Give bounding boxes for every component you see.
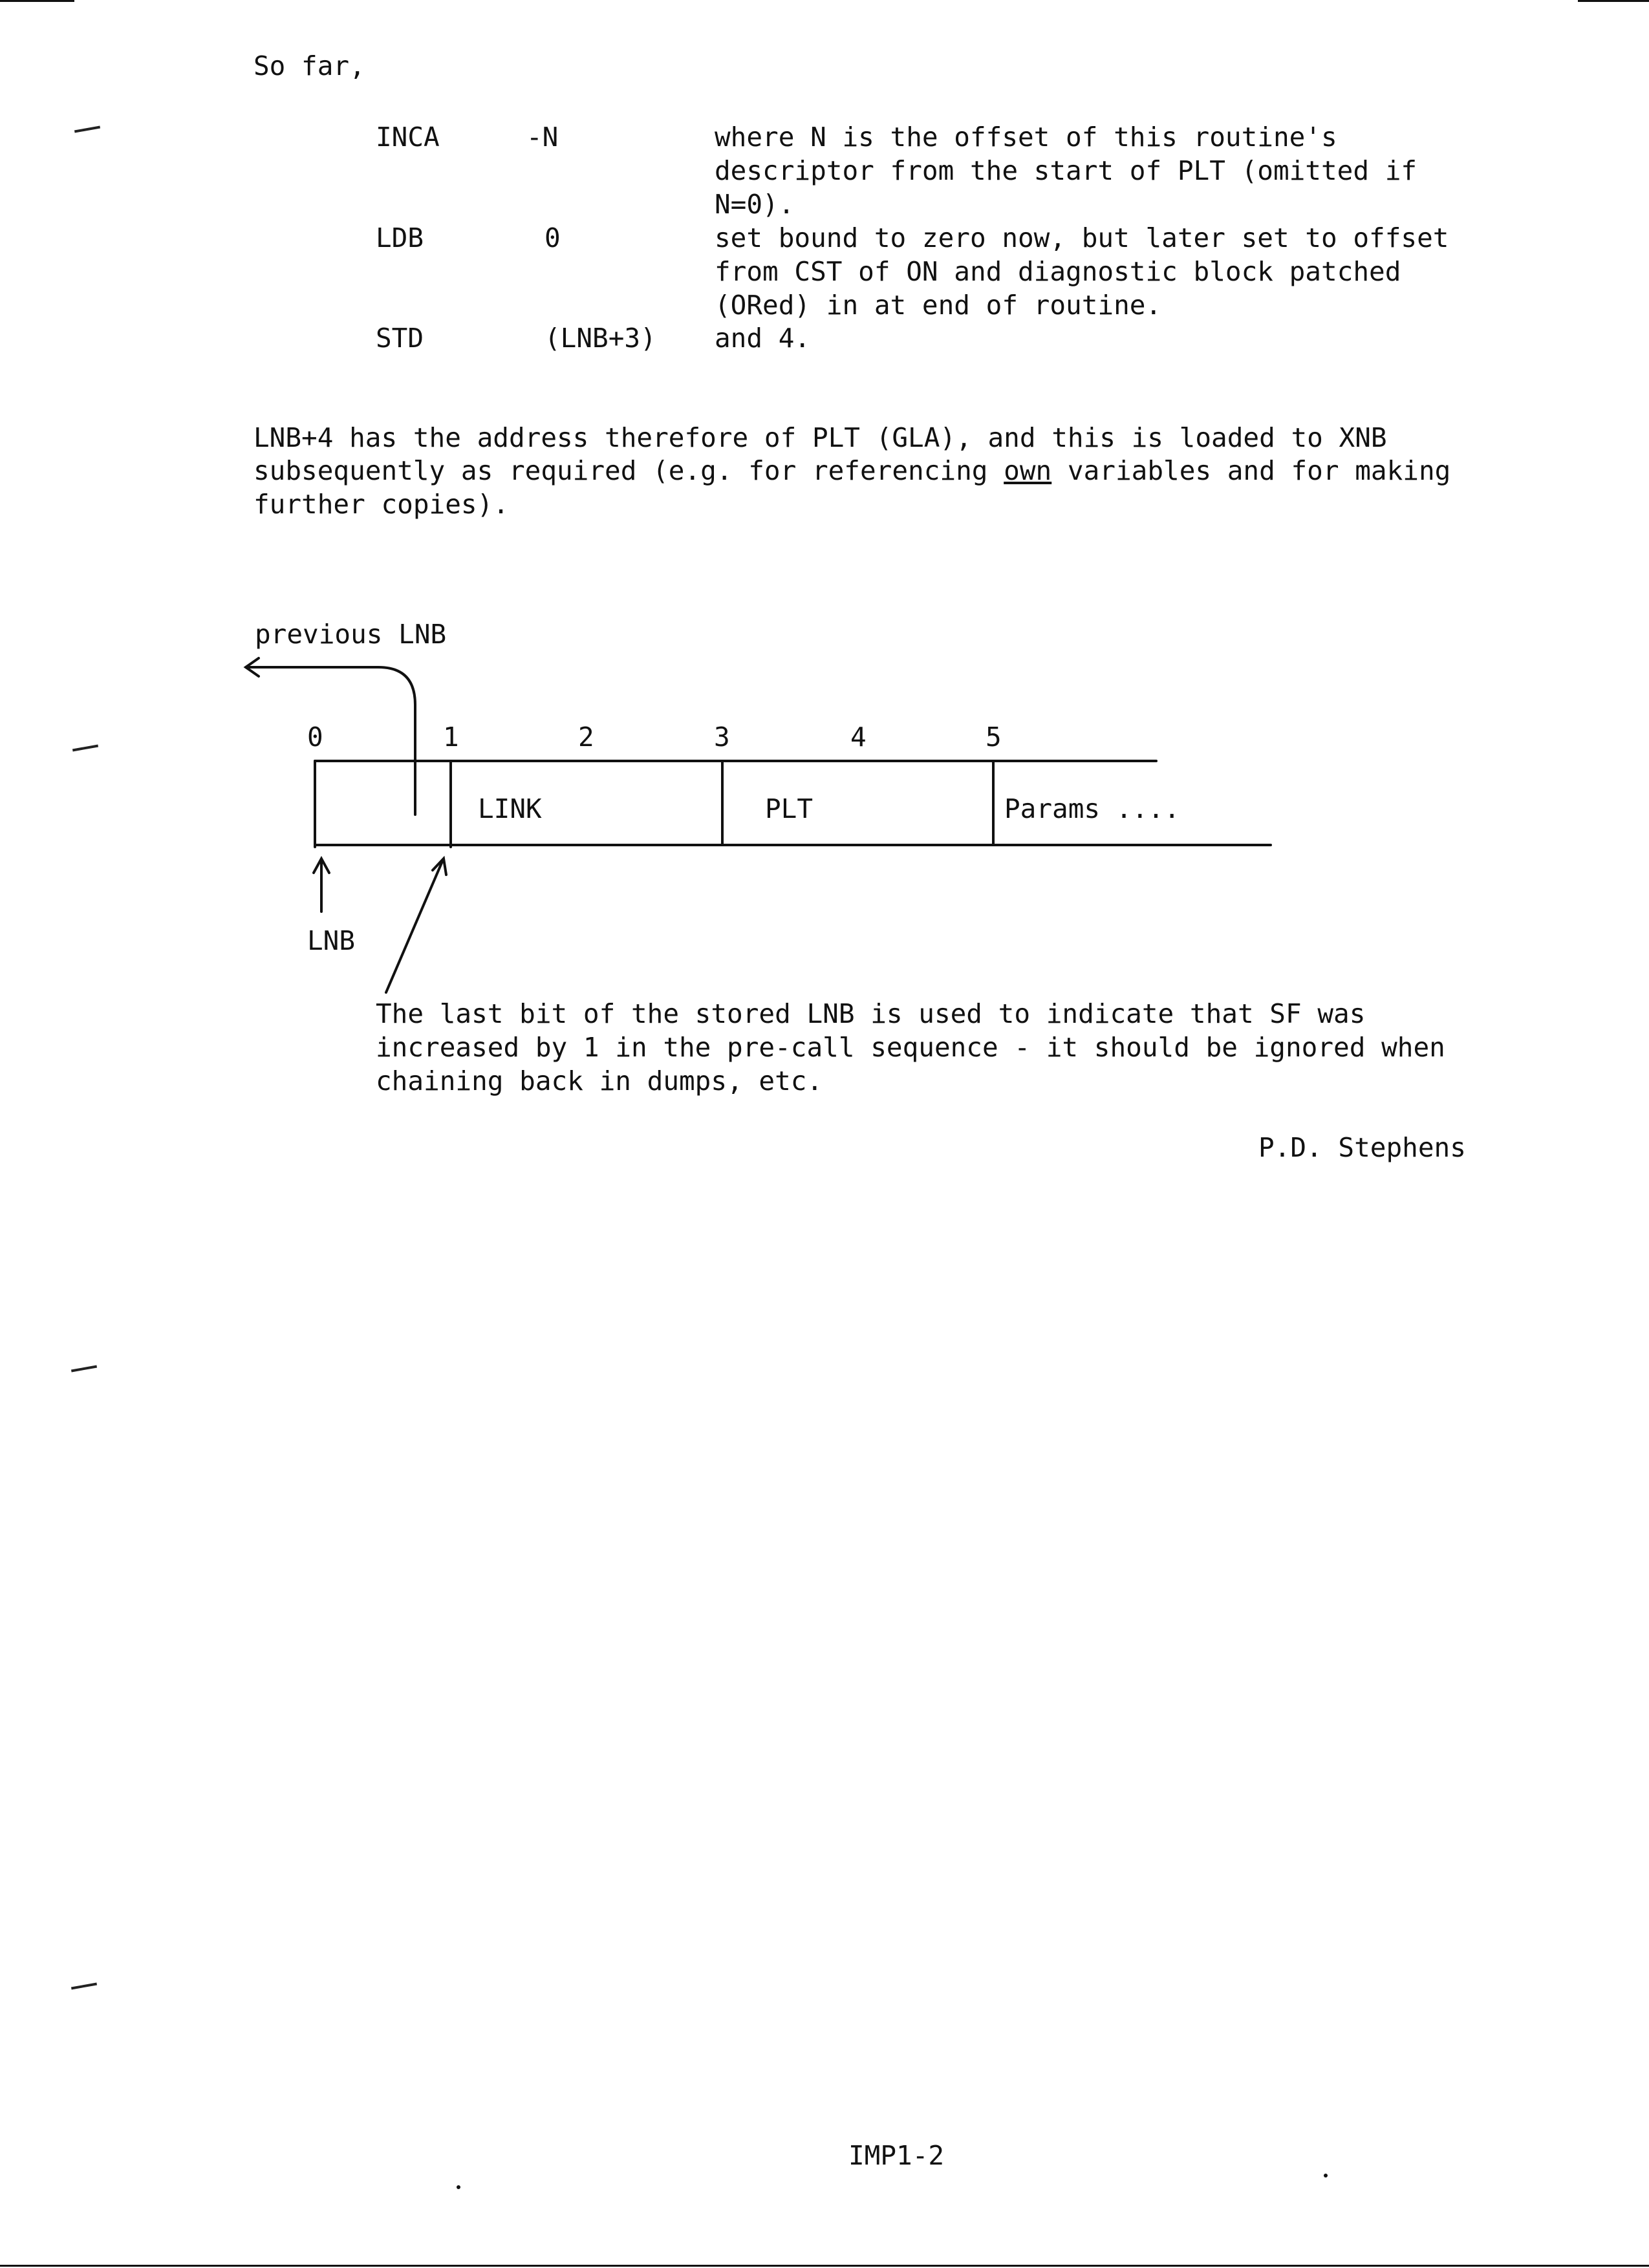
instruction-arg: 0 bbox=[544, 222, 561, 253]
previous-lnb-label: previous LNB bbox=[255, 619, 447, 650]
frame-index: 5 bbox=[986, 722, 1002, 753]
underlined-word: own bbox=[1004, 455, 1052, 486]
instruction-arg: -N bbox=[526, 122, 559, 153]
instruction-op: LDB bbox=[376, 222, 424, 253]
instruction-desc-line: from CST of ON and diagnostic block patched bbox=[715, 256, 1401, 287]
paragraph-line: LNB+4 has the address therefore of PLT (GLA), and this is loaded to XNB bbox=[253, 422, 1387, 453]
note-line: increased by 1 in the pre-call sequence - it should be ignored when bbox=[376, 1032, 1445, 1063]
frame-index: 2 bbox=[578, 722, 594, 753]
paragraph-text: variables and for making bbox=[1051, 455, 1451, 486]
margin-mark bbox=[71, 1365, 97, 1373]
instruction-desc-line: N=0). bbox=[715, 189, 795, 220]
note-line: chaining back in dumps, etc. bbox=[376, 1065, 823, 1097]
instruction-desc-line: and 4. bbox=[715, 323, 811, 354]
instruction-desc-line: set bound to zero now, but later set to offset bbox=[715, 222, 1449, 253]
frame-index: 0 bbox=[307, 722, 323, 753]
scan-speck bbox=[457, 2185, 460, 2189]
frame-index: 4 bbox=[850, 722, 867, 753]
lnb-pointer-label: LNB bbox=[307, 925, 356, 956]
instruction-op: STD bbox=[376, 323, 424, 354]
paragraph-line: further copies). bbox=[253, 489, 509, 520]
stack-frame-diagram bbox=[0, 0, 1649, 1099]
paragraph-text: subsequently as required (e.g. for referencing bbox=[253, 455, 1004, 486]
intro-text: So far, bbox=[253, 50, 365, 81]
scan-speck bbox=[1324, 2174, 1328, 2177]
margin-mark bbox=[71, 1983, 97, 1990]
frame-index: 3 bbox=[714, 722, 730, 753]
bottom-border-line bbox=[0, 2265, 1649, 2267]
instruction-op: INCA bbox=[376, 122, 440, 153]
page-footer: IMP1-2 bbox=[848, 2140, 945, 2171]
note-line: The last bit of the stored LNB is used to indicate that SF was bbox=[376, 998, 1366, 1029]
instruction-desc-line: descriptor from the start of PLT (omitted if bbox=[715, 155, 1417, 186]
instruction-arg: (LNB+3) bbox=[544, 323, 656, 354]
previous-lnb-arrow bbox=[247, 667, 415, 815]
note-pointer-arrow bbox=[386, 860, 443, 992]
frame-index: 1 bbox=[443, 722, 459, 753]
frame-cell-plt: PLT bbox=[765, 793, 814, 824]
instruction-desc-line: where N is the offset of this routine's bbox=[715, 122, 1337, 153]
instruction-desc-line: (ORed) in at end of routine. bbox=[715, 290, 1162, 321]
frame-cell-params: Params .... bbox=[1004, 793, 1180, 824]
frame-cell-link: LINK bbox=[478, 793, 542, 824]
signature: P.D. Stephens bbox=[1258, 1132, 1466, 1163]
